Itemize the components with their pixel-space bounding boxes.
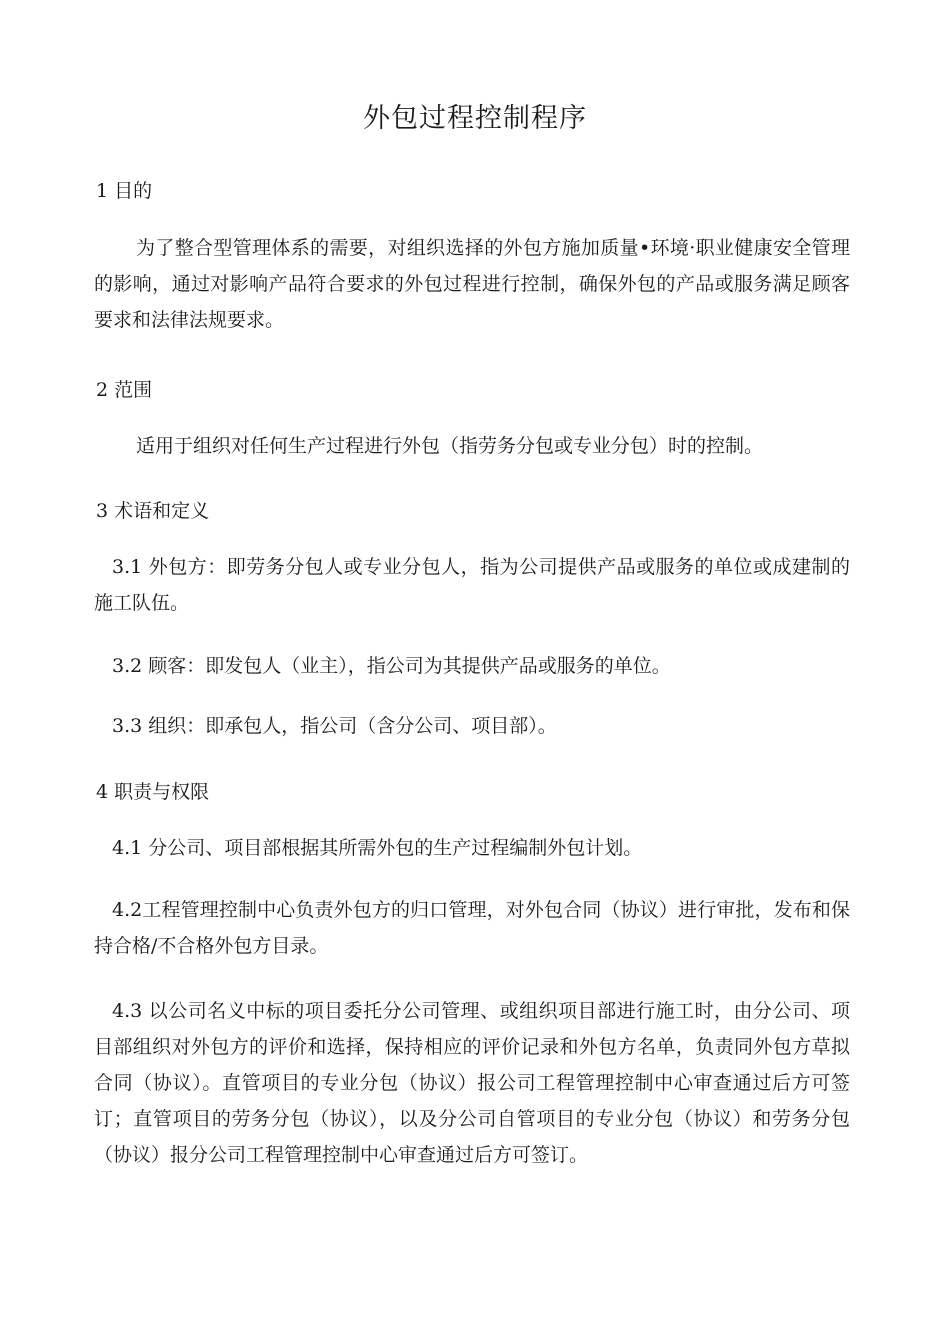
- paragraph-term-3-1: 3.1 外包方：即劳务分包人或专业分包人，指为公司提供产品或服务的单位或成建制的施工队伍。: [94, 556, 850, 614]
- paragraph-resp-4-3: 4.3 以公司名义中标的项目委托分公司管理、或组织项目部进行施工时，由分公司、项目部组织对外包方的评价和选择，保持相应的评价记录和外包方名单，负责同外包方草拟合同（协议）。直管项目的专业分包（协议）报公司工程管理控制中心审查通过后方可签订；直管项目的劳务分包（协议），以及分公司自管项目的专业分包（协议）和劳务分包（协议）报分公司工程管理控制中心审查通过后方可签订。: [94, 1000, 850, 1166]
- page-title: 外包过程控制程序: [363, 103, 587, 134]
- paragraph-resp-4-1: 4.1 分公司、项目部根据其所需外包的生产过程编制外包计划。: [112, 837, 643, 859]
- section-heading-purpose: 1 目的: [96, 180, 153, 202]
- section-heading-terms: 3 术语和定义: [96, 500, 210, 522]
- paragraph-purpose: 为了整合型管理体系的需要，对组织选择的外包方施加质量•环境·职业健康安全管理的影响，通过对影响产品符合要求的外包过程进行控制，确保外包的产品或服务满足顾客要求和法律法规要求。: [94, 237, 850, 331]
- paragraph-scope: 适用于组织对任何生产过程进行外包（指劳务分包或专业分包）时的控制。: [136, 435, 764, 457]
- paragraph-term-3-3: 3.3 组织：即承包人，指公司（含分公司、项目部）。: [112, 715, 557, 737]
- section-heading-scope: 2 范围: [96, 379, 153, 401]
- section-heading-responsibilities: 4 职责与权限: [96, 781, 210, 803]
- paragraph-resp-4-2: 4.2工程管理控制中心负责外包方的归口管理，对外包合同（协议）进行审批，发布和保持合格/不合格外包方目录。: [94, 899, 850, 957]
- paragraph-term-3-2: 3.2 顾客：即发包人（业主），指公司为其提供产品或服务的单位。: [112, 655, 671, 677]
